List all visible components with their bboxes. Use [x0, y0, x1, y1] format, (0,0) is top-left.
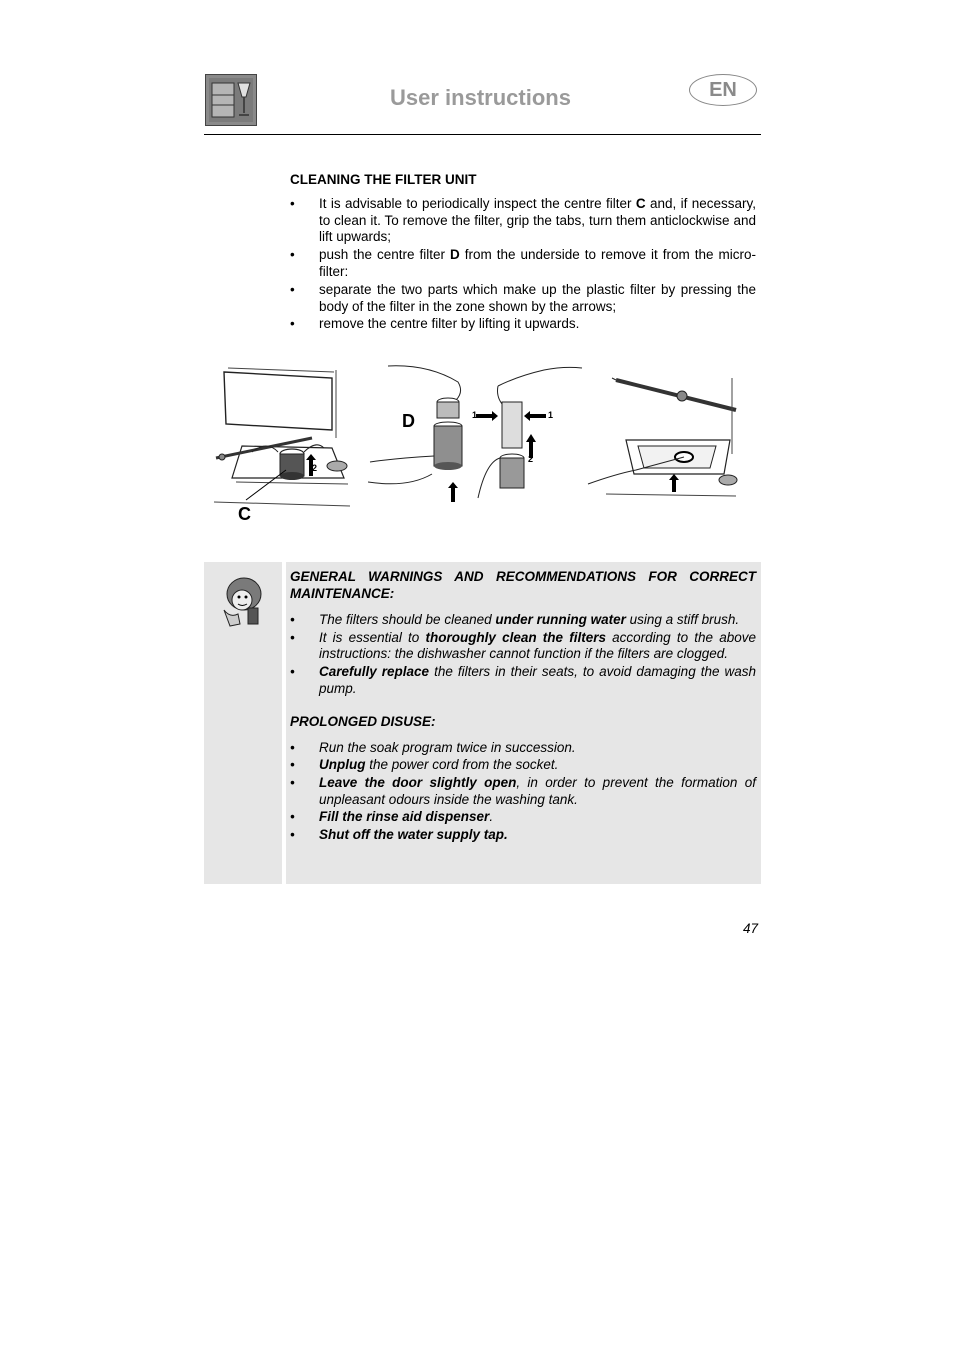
list-item: • The filters should be cleaned under running water using a stiff brush.: [290, 612, 756, 629]
step-number: 1: [548, 410, 554, 420]
section-heading: CLEANING THE FILTER UNIT: [290, 172, 477, 187]
list-item: • Unplug the power cord from the socket.: [290, 757, 756, 774]
filter-d-label: D: [402, 411, 415, 431]
list-item: • Leave the door slightly open, in order to prevent the formation of unpleasant odours inside the washing tank.: [290, 775, 756, 808]
filter-c-label: C: [238, 504, 251, 524]
step-number: 1: [472, 410, 478, 420]
list-item: • remove the centre filter by lifting it upwards.: [290, 316, 756, 333]
list-item: • Fill the rinse aid dispenser.: [290, 809, 756, 826]
cleaning-section: [290, 172, 756, 334]
warnings-list: [290, 612, 756, 697]
list-item: • Shut off the water supply tap.: [290, 827, 756, 844]
warnings-section: [290, 569, 756, 844]
warnings-heading: GENERAL WARNINGS AND RECOMMENDATIONS FOR CORRECT MAINTENANCE:: [290, 569, 756, 601]
list-item: • separate the two parts which make up the plastic filter by pressing the body of the filter in the zone shown by the arrows;: [290, 282, 756, 316]
list-item: • It is essential to thoroughly clean the filters according to the above instructions: the dishwasher cannot function if the filters are clogged.: [290, 630, 756, 663]
cleaning-list: [290, 196, 756, 333]
disuse-heading: PROLONGED DISUSE:: [290, 714, 436, 730]
page-number: 47: [743, 921, 759, 936]
filter-removal-illustration: [212, 360, 352, 510]
disuse-list: [290, 740, 756, 844]
page-title: User instructions: [390, 85, 571, 110]
micro-filter-illustration: [586, 374, 746, 502]
warning-icon-panel: [204, 562, 282, 884]
filter-separation-illustration: [368, 362, 584, 506]
list-item: • push the centre filter D from the underside to remove it from the micro-filter:: [290, 247, 756, 281]
language-badge: EN: [689, 74, 757, 106]
mascot-icon: [218, 574, 268, 628]
list-item: • It is advisable to periodically inspect the centre filter C and, if necessary, to clean it. To remove the filter, grip the tabs, turn them anticlockwise and lift upwards;: [290, 196, 756, 246]
list-item: • Run the soak program twice in succession.: [290, 740, 756, 757]
step-number: 2: [312, 463, 318, 473]
list-item: • Carefully replace the filters in their seats, to avoid damaging the wash pump.: [290, 664, 756, 697]
header-divider: [204, 134, 761, 135]
dishwasher-logo-icon: [205, 74, 257, 126]
step-number: 2: [528, 454, 534, 464]
